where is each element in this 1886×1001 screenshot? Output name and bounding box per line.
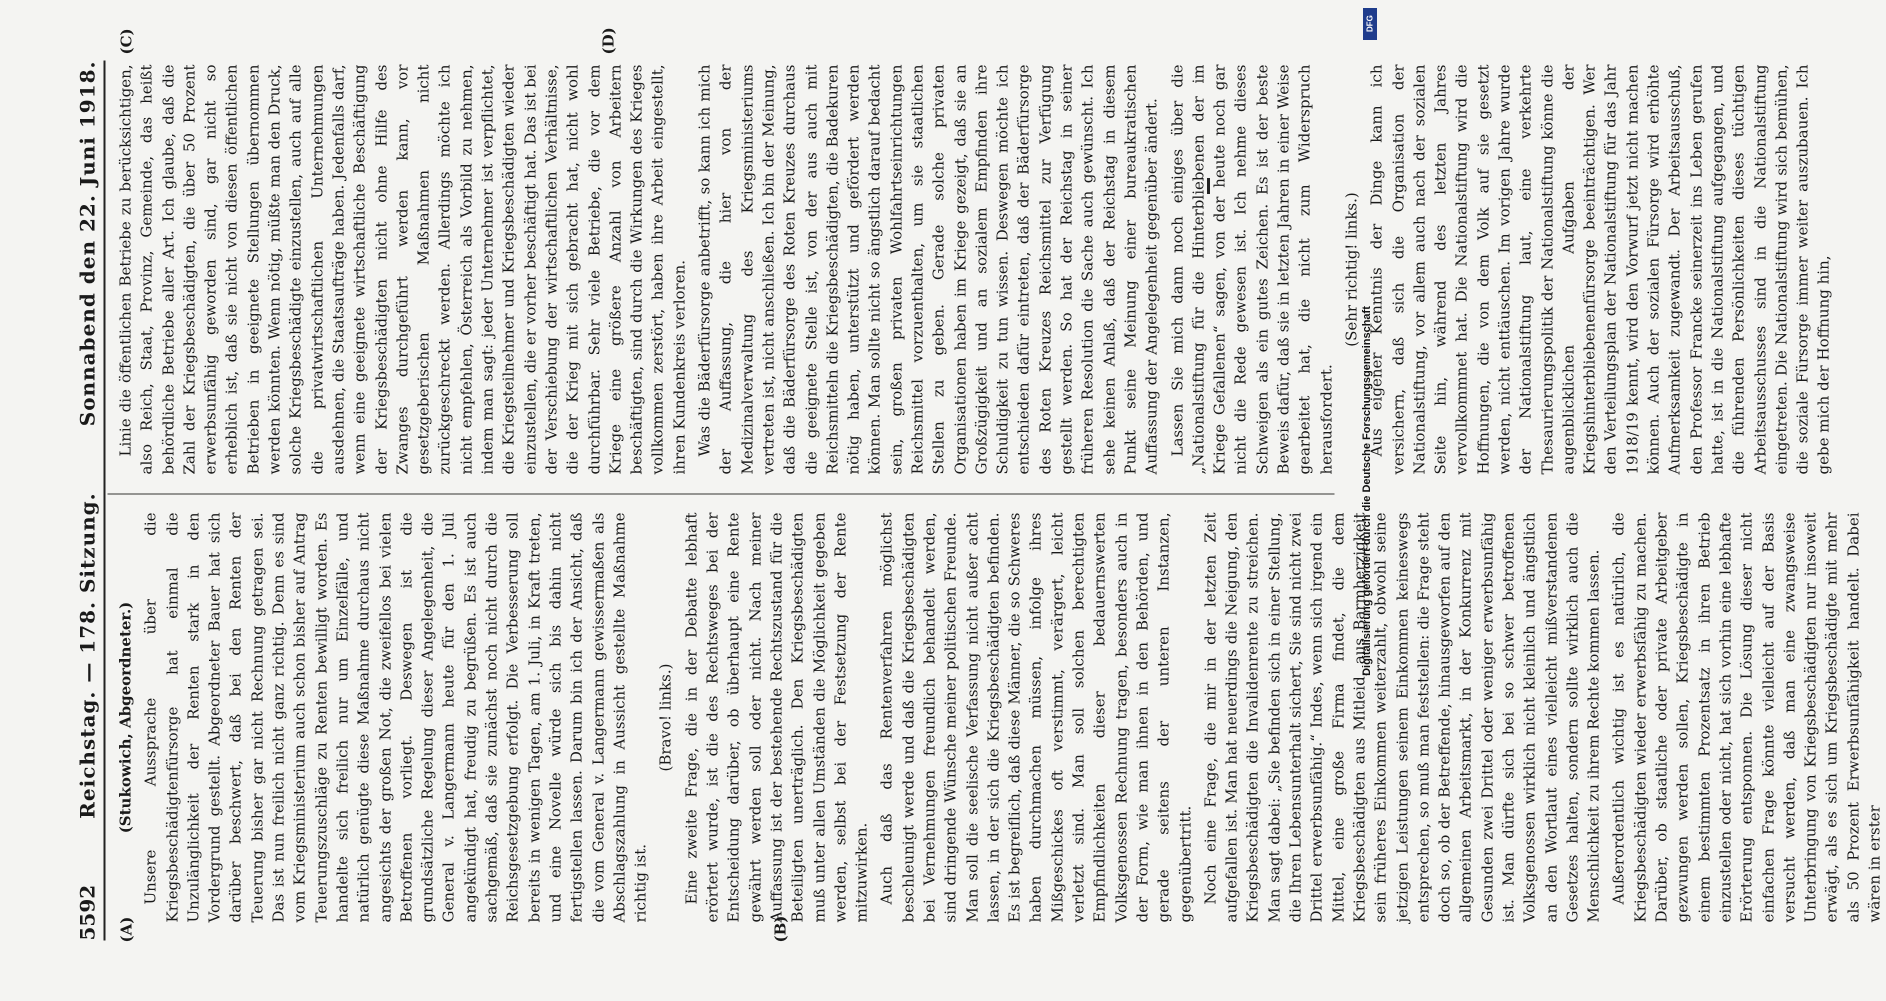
speaker-line: (Stukowich, Abgeordneter.) bbox=[116, 601, 135, 834]
paragraph: Auch daß das Rentenverfahren möglichst beschleunigt werde und daß die Kriegsbeschädigten bei Vernehmungen freundlich behandelt werden, sind dringende Wünsche meiner politischen Freunde. Man soll die seelische Verfassung nicht außer acht lassen, in der sich die Kriegsbeschädigten befinden. Es ist begreiflich, daß diese Männer, die so Schweres haben durchmachen müssen, infolge ihres Mißgeschickes oft verstimmt, verärgert, leicht verletzt sind. Man soll solchen berechtigten Empfindlichkeiten dieser bedauernswerten Volksgenossen Rechnung tragen, besonders auch in der Form, wie man ihnen in den Behörden, und gerade seitens der unteren Instanzen, gegenübertritt. bbox=[877, 512, 1195, 923]
dfg-logo: DFG bbox=[1363, 8, 1377, 40]
paragraph: Noch eine Frage, die mir in der letzten Zeit aufgefallen ist. Man hat neuerdings die Neigung, den Kriegsbeschädigten die Invalidenrente zu streichen. Man sagt dabei: „Sie befinden sich in einer Stellung, die Ihren Lebensunterhalt sichert, Sie sind nicht zwei Drittel erwerbsunfähig.“ Indes, wenn sich irgend ein Mittel, eine große Firma findet, die dem Kriegsbeschädigten aus Mitleid, aus Barmherzigkeit sein früheres Einkommen weiterzahlt, obwohl seine jetzigen Leistungen seinem Einkommen keineswegs entsprechen, so muß man feststellen: die Frage steht doch so, ob der Betreffende, hinausgeworfen auf den allgemeinen Arbeitsmarkt, in der Konkurrenz mit Gesunden zwei Drittel oder weniger erwerbsunfähig ist. Man dürfte sich bei so schwer betroffenen Volksgenossen wirklich nicht kleinlich und ängstlich an den Wortlaut eines vielleicht mißverstandenen Gesetzes halten, sondern sollte wirklich auch die Menschlichkeit zu ihrem Rechte kommen lassen. bbox=[1201, 512, 1603, 923]
paragraph: Außerordentlich wichtig ist es natürlich, die Kriegsbeschädigten wieder erwerbsfähig zu machen. Darüber, ob staatliche oder private Arbeitgeber gezwungen werden sollen, Kriegsbeschädigte in einem bestimmten Prozentsatz in ihren Betrieb einzustellen oder nicht, hat sich vorhin eine lebhafte Erörterung entsponnen. Die Lösung dieser nicht einfachen Frage könnte vielleicht auf der Basis versucht werden, daß man eine zwangsweise Unterbringung von Kriegsbeschädigten nur insoweit erwägt, als es sich um Kriegsbeschädigte mit mehr als 50 Prozent Erwerbsunfähigkeit handelt. Dabei wären in erster bbox=[1609, 512, 1884, 923]
interjection: (Bravo! links.) bbox=[656, 663, 675, 772]
page-header bbox=[60, 61, 100, 941]
digitization-credit bbox=[1352, 0, 1382, 1000]
right-column bbox=[116, 64, 1833, 475]
margin-marker-b: (B) bbox=[771, 915, 790, 943]
right-running-title: Sonnabend den 22. Juni 1918. bbox=[75, 60, 100, 427]
paragraph: Linie die öffentlichen Betriebe zu berücksichtigen, also Reich, Staat, Provinz, Gemeinde, das heißt behördliche Betriebe aller Art. Ich glaube, daß die Zahl der Kriegsbeschädigten, die über 50 Prozent erwerbsunfähig geworden sind, gar nicht so erheblich ist, daß sie nicht von diesen öffentlichen Betrieben in geeignete Stellungen übernommen werden könnten. Wenn nötig, müßte man den Druck, solche Kriegsbeschädigte einzustellen, auch auf alle die privatwirtschaftlichen Unternehmungen ausdehnen, die Staatsaufträge haben. Jedenfalls darf, wenn eine geeignete wirtschaftliche Beschäftigung der Kriegsbeschädigten nicht ohne Hilfe des Zwanges durchgeführt werden kann, vor gesetzgeberischen Maßnahmen nicht zurückgeschreckt werden. Allerdings möchte ich nicht empfehlen, Österreich als Vorbild zu nehmen, indem man sagt: jeder Unternehmer ist verpflichtet, die Kriegsteilnehmer und Kriegsbeschädigten wieder einzustellen, die er vorher beschäftigt hat. Das ist bei der Verschiebung der wirtschaftlichen Verhältnisse, die der Krieg mit sich gebracht hat, nicht wohl durchführbar. Sehr viele Betriebe, die vor dem Kriege eine größere Anzahl von Arbeitern beschäftigten, sind durch die Wirkungen des Krieges vollkommen zerstört, haben ihre Arbeit eingestellt, ihren Kundenkreis verloren. bbox=[116, 64, 689, 475]
paragraph: Unsere Aussprache über die Kriegsbeschädigtenfürsorge hat einmal die Unzulänglichkeit der Renten stark in den Vordergrund gestellt. Abgeordneter Bauer hat sich darüber beschwert, daß bei den Renten der Teuerung bisher gar nicht Rechnung getragen sei. Das ist nun freilich nicht ganz richtig. Denn es sind vom Kriegsministerium auch schon bisher auf Antrag Teuerungszuschläge zu Renten bewilligt worden. Es handelte sich freilich nur um Einzelfälle, und natürlich genügte diese Maßnahme durchaus nicht angesichts der großen Not, die zweifellos bei vielen Betroffenen vorliegt. Deswegen ist die grundsätzliche Regelung dieser Angelegenheit, die General v. Langermann heute für den 1. Juli angekündigt hat, freudig zu begrüßen. Es ist auch sachgemäß, daß sie zunächst noch nicht durch die Reichsgesetzgebung erfolgt. Die Verbesserung soll bereits in wenigen Tagen, am 1. Juli, in Kraft treten, und eine Novelle würde sich bis dahin nicht fertigstellen lassen. Darum bin ich der Ansicht, daß die vom General v. Langermann gewissermaßen als Abschlagszahlung in Aussicht gestellte Maßnahme richtig ist. bbox=[141, 512, 650, 923]
margin-marker-a: (A) bbox=[117, 916, 136, 943]
left-column bbox=[116, 512, 1884, 923]
column-rule bbox=[108, 494, 1335, 495]
paragraph: Was die Bäderfürsorge anbetrifft, so kann ich mich der Auffassung, die hier von der Medizinalverwaltung des Kriegsministeriums vertreten ist, nicht anschließen. Ich bin der Meinung, daß die Bäderfürsorge des Roten Kreuzes durchaus die geeignete Stelle ist, von der aus auch mit Reichsmitteln die Kriegsbeschädigten, die Badekuren nötig haben, unterstützt und gefördert werden können. Man sollte nicht so ängstlich darauf bedacht sein, großen privaten Wohlfahrtseinrichtungen Reichsmittel vorzuenthalten, um sie staatlichen Stellen zu geben. Gerade solche privaten Organisationen haben im Kriege gezeigt, daß sie an Großzügigkeit und an sozialem Empfinden ihre Schuldigkeit zu tun wissen. Deswegen möchte ich entschieden dafür eintreten, daß der Bäderfürsorge des Roten Kreuzes Reichsmittel zur Verfügung gestellt werden. So hat der Reichstag in seiner früheren Resolution die Sache auch gewünscht. Ich sehe keinen Anlaß, daß der Reichstag in diesem Punkt seine Meinung einer bureaukratischen Auffassung der Angelegenheit gegenüber ändert. bbox=[695, 64, 1161, 475]
left-running-title: Reichstag. — 178. Sitzung. bbox=[75, 492, 100, 819]
paragraph: Lassen Sie mich dann noch einiges über die „Nationalstiftung für die Hinterbliebenen der im Kriege Gefallenen“ sagen, von der heute noch gar nicht die Rede gewesen ist. Ich nehme dieses Schweigen als ein gutes Zeichen. Es ist der beste Beweis dafür, daß sie in letzten Jahren in einer Weise gearbeitet hat, die nicht zum Widerspruch herausfordert. bbox=[1168, 64, 1336, 475]
paragraph: Aus eigener Kenntnis der Dinge kann ich versichern, daß sich die Organisation der Nationalstiftung, vor allem auch nach der sozialen Seite hin, während des letzten Jahres vervollkommnet hat. Die Nationalstiftung wird die Hoffnungen, die von dem Volk auf sie gesetzt werden, nicht enttäuschen. Im vorigen Jahre wurde der Nationalstiftung laut, eine verkehrte Thesaurierungspolitik der Nationalstiftung könne die augenblicklichen Aufgaben der Kriegshinterbliebenenfürsorge beeinträchtigen. Wer den Verteilungsplan der Nationalstiftung für das Jahr 1918/19 kennt, wird den Vorwurf jetzt nicht machen können. Auch der sozialen Fürsorge wird erhöhte Aufmerksamkeit zugewandt. Der Arbeitsausschuß, den Professor Francke seinerzeit ins Leben gerufen hatte, ist in die Nationalstiftung aufgegangen, und die führenden Persönlichkeiten dieses tüchtigen Arbeitsausschusses sind in die Nationalstiftung eingetreten. Die Nationalstiftung wird sich bemühen, die soziale Fürsorge immer weiter auszubauen. Ich gebe mich der Hoffnung hin, bbox=[1367, 64, 1833, 475]
page-number: 5592 bbox=[75, 884, 100, 941]
interjection: (Sehr richtig! links.) bbox=[1342, 192, 1361, 347]
margin-marker-d: (D) bbox=[599, 27, 618, 55]
credit-text: Digitalisierung gefördert durch die Deutsche Forschungsgemeinschaft bbox=[1361, 306, 1373, 676]
paragraph: Eine zweite Frage, die in der Debatte lebhaft erörtert wurde, ist die des Rechtsweges bei der Entscheidung darüber, ob überhaupt eine Rente gewährt werden soll oder nicht. Nach meiner Auffassung ist der bestehende Rechtszustand für die Beteiligten unerträglich. Den Kriegsbeschädigten muß unter allen Umständen die Möglichkeit gegeben werden, selbst bei der Festsetzung der Rente mitzuwirken. bbox=[682, 512, 871, 923]
margin-marker-c: (C) bbox=[117, 28, 136, 55]
ink-mark bbox=[1207, 178, 1210, 194]
header-rule bbox=[104, 61, 106, 941]
page-portrait bbox=[0, 1, 1884, 1001]
